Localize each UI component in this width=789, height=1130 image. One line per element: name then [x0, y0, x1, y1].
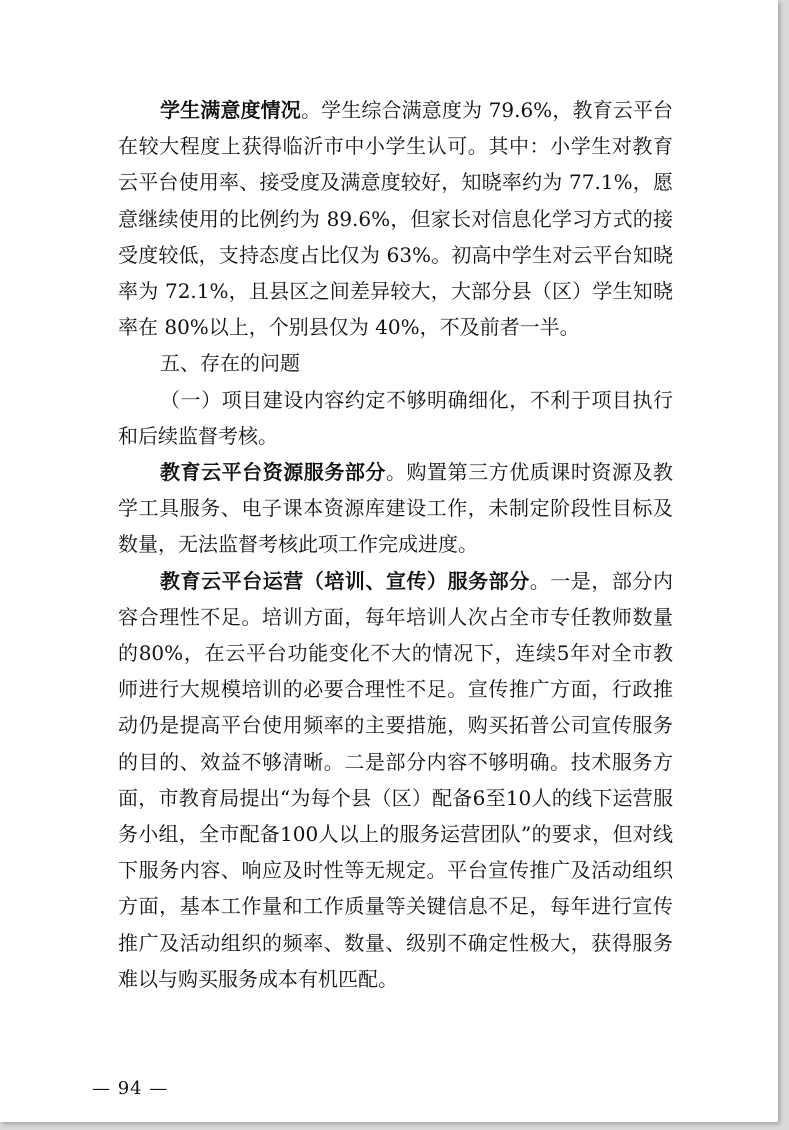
paragraph-title-operation-service: 教育云平台运营（培训、宣传）服务部分	[160, 568, 530, 593]
paragraph-text-student-satisfaction: 。学生综合满意度为 79.6%，教育云平台在较大程度上获得临沂市中小学生认可。其中：小学生对教育云平台使用率、接受度及满意度较好，知晓率约为 77.1%，愿意继续使用的比例约为 89.6%，但家长对信息化学习方式的接受度较低，支持态度占比仅为 63%。初高中学生对云平台知晓率为 72.1%，且县区之间差异较大，大部分县（区）学生知晓率在 80%以上，个别县仅为 40%，不及前者一半。	[118, 98, 673, 340]
paragraph-operation-service	[118, 563, 673, 997]
paragraph-title-resource-service: 教育云平台资源服务部分	[160, 460, 386, 485]
section-heading-problems: 五、存在的问题	[160, 351, 300, 376]
paragraph-text-operation-service: 。一是，部分内容合理性不足。培训方面，每年培训人次占全市专任教师数量的80%，在云平台功能变化不大的情况下，连续5年对全市教师进行大规模培训的必要合理性不足。宣传推广方面，行政推动仍是提高平台使用频率的主要措施，购买拓普公司宣传服务的目的、效益不够清晰。二是部分内容不够明确。技术服务方面，市教育局提出“为每个县（区）配备6至10人的线下运营服务小组，全市配备100人以上的服务运营团队”的要求，但对线下服务内容、响应及时性等无规定。平台宣传推广及活动组织方面，基本工作量和工作质量等关键信息不足，每年进行宣传推广及活动组织的频率、数量、级别不确定性极大，获得服务难以与购买服务成本有机匹配。	[118, 568, 674, 991]
page-number: — 94 —	[92, 1078, 169, 1099]
paragraph-title-student-satisfaction: 学生满意度情况	[160, 98, 301, 122]
paragraph-text-resource-service: 。购置第三方优质课时资源及教学工具服务、电子课本资源库建设工作，未制定阶段性目标及数量，无法监督考核此项工作完成进度。	[118, 460, 674, 557]
paragraph-resource-service	[118, 454, 673, 563]
paragraph-student-satisfaction	[118, 92, 673, 345]
document-body	[118, 92, 673, 997]
subheading-project-content: （一）项目建设内容约定不够明确细化，不利于项目执行和后续监督考核。	[118, 387, 673, 448]
